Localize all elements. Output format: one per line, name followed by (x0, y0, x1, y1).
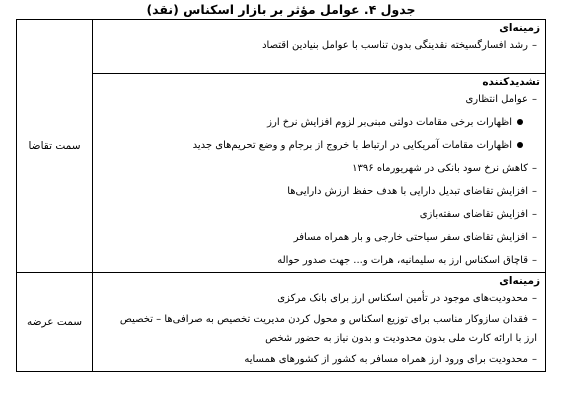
demand-intensifier-heading: تشدیدکننده (482, 76, 540, 88)
dash-marker: – (532, 293, 537, 304)
demand-item: افزایش تقاضای تبدیل دارایی با هدف حفظ ارزش دارایی‌ها (287, 186, 528, 197)
demand-label-cell (17, 20, 93, 273)
demand-item: افزایش تقاضای سفر سیاحتی خارجی و بار همراه مسافر (293, 232, 528, 243)
factors-table (16, 19, 546, 372)
dash-marker: – (532, 232, 537, 243)
dash-marker: – (532, 354, 537, 365)
list-item (93, 249, 545, 272)
dash-marker: – (532, 40, 537, 51)
bullet-icon (517, 119, 523, 125)
demand-background-heading: زمینه‌ای (499, 22, 540, 34)
demand-item: قاچاق اسکناس ارز به سلیمانیه، هرات و... جهت صدور حواله (277, 255, 528, 266)
expectations-subitem: اظهارات مقامات آمریکایی در ارتباط با خروج از برجام و وضع تحریم‌های جدید (192, 140, 512, 151)
supply-item: محدودیت برای ورود ارز همراه مسافر به کشور از کشورهای همسایه (244, 354, 528, 365)
demand-content-cell (93, 20, 546, 273)
supply-item: محدودیت‌های موجود در تأمین اسکناس ارز برای بانک مرکزی (277, 293, 528, 304)
supply-content-cell (93, 273, 546, 372)
list-item (93, 34, 545, 57)
dash-marker: – (532, 186, 537, 197)
list-item (93, 111, 545, 134)
table-caption: جدول ۴. عوامل مؤثر بر بازار اسکناس (نقد) (146, 2, 416, 17)
list-item (93, 203, 545, 226)
dash-marker: – (532, 94, 537, 105)
dash-marker: – (532, 314, 537, 325)
list-item (93, 348, 545, 371)
dash-marker: – (532, 255, 537, 266)
list-item (93, 180, 545, 203)
supply-background-heading: زمینه‌ای (499, 275, 540, 287)
demand-item: افزایش تقاضای سفته‌بازی (419, 209, 528, 220)
dash-marker: – (532, 209, 537, 220)
list-item (93, 88, 545, 111)
expectations-item: عوامل انتظاری (465, 94, 528, 105)
demand-label: سمت تقاضا (28, 140, 81, 152)
demand-section-row (17, 20, 546, 273)
demand-background-item: رشد افسارگسیخته نقدینگی بدون تناسب با عوامل بنیادین اقتصاد (262, 40, 528, 51)
expectations-subitem: اظهارات برخی مقامات دولتی مبنی‌بر لزوم افزایش نرخ ارز (267, 117, 512, 128)
supply-section-row (17, 273, 546, 372)
supply-label-cell (17, 273, 93, 372)
demand-item: کاهش نرخ سود بانکی در شهریورماه ۱۳۹۶ (352, 163, 528, 174)
dash-marker: – (532, 163, 537, 174)
list-item (93, 226, 545, 249)
list-item (93, 287, 545, 310)
list-item (93, 134, 545, 157)
bullet-icon (517, 142, 523, 148)
list-item (93, 157, 545, 180)
list-item (93, 310, 545, 348)
supply-label: سمت عرضه (26, 316, 83, 328)
supply-item: فقدان سازوکار مناسب برای توزیع اسکناس و محول کردن مدیریت تخصیص به صرافی‌ها – تخصیص ارز با ارائه کارت ملی بدون محدودیت و بدون نیاز به حضور شخص (119, 314, 537, 344)
